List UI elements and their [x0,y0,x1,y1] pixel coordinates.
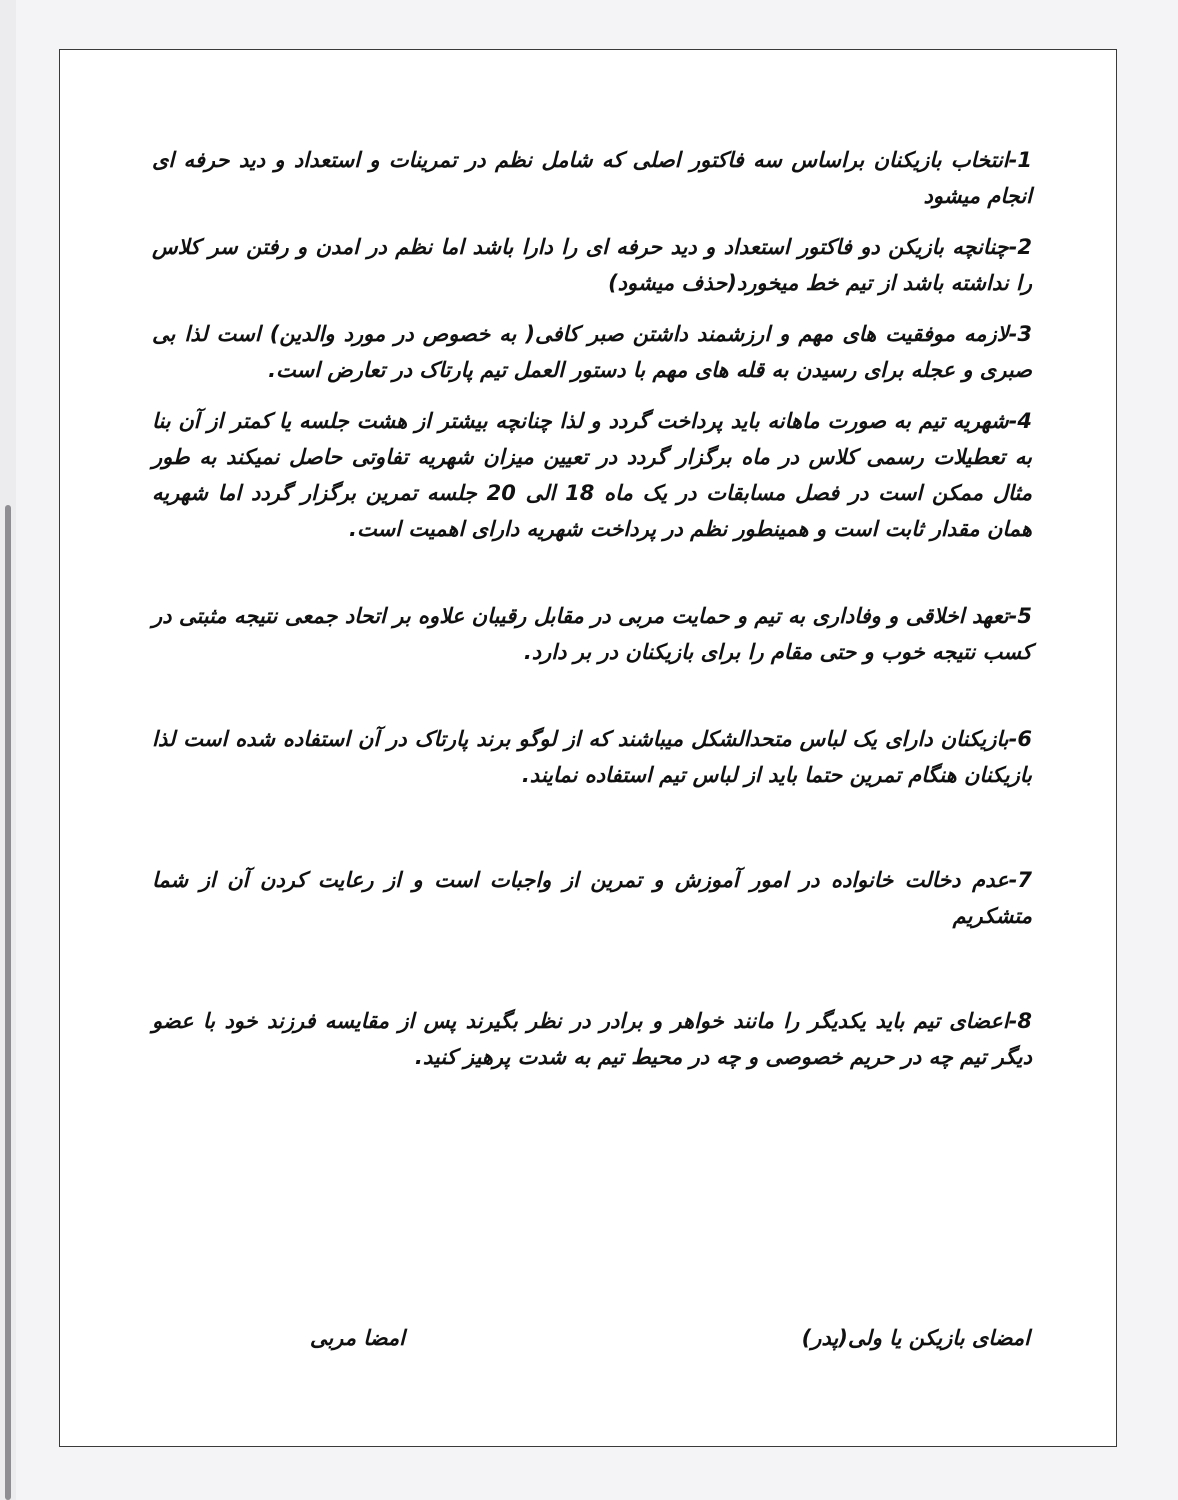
rule-2: 2-چنانچه بازیکن دو فاکتور استعداد و دید حرفه ای را دارا باشد اما نظم در امدن و رفتن سر کلاس را نداشته باشد از تیم خط میخورد(حذف میشود) [152,235,1032,295]
rules-list [152,142,1032,1075]
scrollbar-thumb[interactable] [5,505,11,1500]
rule-7: 7-عدم دخالت خانواده در امور آموزش و تمرین از واجبات است و از رعایت کردن آن از شما متشکریم [152,868,1032,928]
rule-6: 6-بازیکنان دارای یک لباس متحدالشکل میباشند که از لوگو برند پارتاک در آن استفاده شده است لذا بازیکنان هنگام تمرین حتما باید از لباس تیم استفاده نمایند. [152,727,1032,787]
rule-5: 5-تعهد اخلاقی و وفاداری به تیم و حمایت مربی در مقابل رقیبان علاوه بر اتحاد جمعی نتیجه مثبتی در کسب نتیجه خوب و حتی مقام را برای بازیکنان در بر دارد. [152,604,1032,664]
rule-8: 8-اعضای تیم باید یکدیگر را مانند خواهر و برادر در نظر بگیرند پس از مقایسه فرزند خود با عضو دیگر تیم چه در حریم خصوصی و چه در محیط تیم به شدت پرهیز کنید. [152,1009,1032,1069]
rule-1: 1-انتخاب بازیکنان براساس سه فاکتور اصلی که شامل نظم در تمرینات و استعداد و دید حرفه ای انجام میشود [152,148,1032,208]
rule-3: 3-لازمه موفقیت های مهم و ارزشمند داشتن صبر کافی( به خصوص در مورد والدین) است لذا بی صبری و عجله برای رسیدن به قله های مهم با دستور العمل تیم پارتاک در تعارض است. [152,322,1032,382]
parent-signature-label: امضای بازیکن یا ولی(پدر) [801,1326,1030,1350]
rule-4: 4-شهریه تیم به صورت ماهانه باید پرداخت گردد و لذا چنانچه بیشتر از هشت جلسه یا کمتر از آن بنا به تعطیلات رسمی کلاس در ماه برگزار گردد در تعیین میزان شهریه تفاوتی حاصل نمیکند به طور مثال ممکن است در فصل مسابقات در یک ماه 18 الی 20 جلسه تمرین برگزار گردد اما شهریه همان مقدار ثابت است و همینطور نظم در پرداخت شهریه دارای اهمیت است. [152,409,1033,541]
scrollbar-track[interactable] [0,0,16,1500]
coach-signature-label: امضا مربی [309,1326,405,1350]
document-page [59,49,1117,1447]
